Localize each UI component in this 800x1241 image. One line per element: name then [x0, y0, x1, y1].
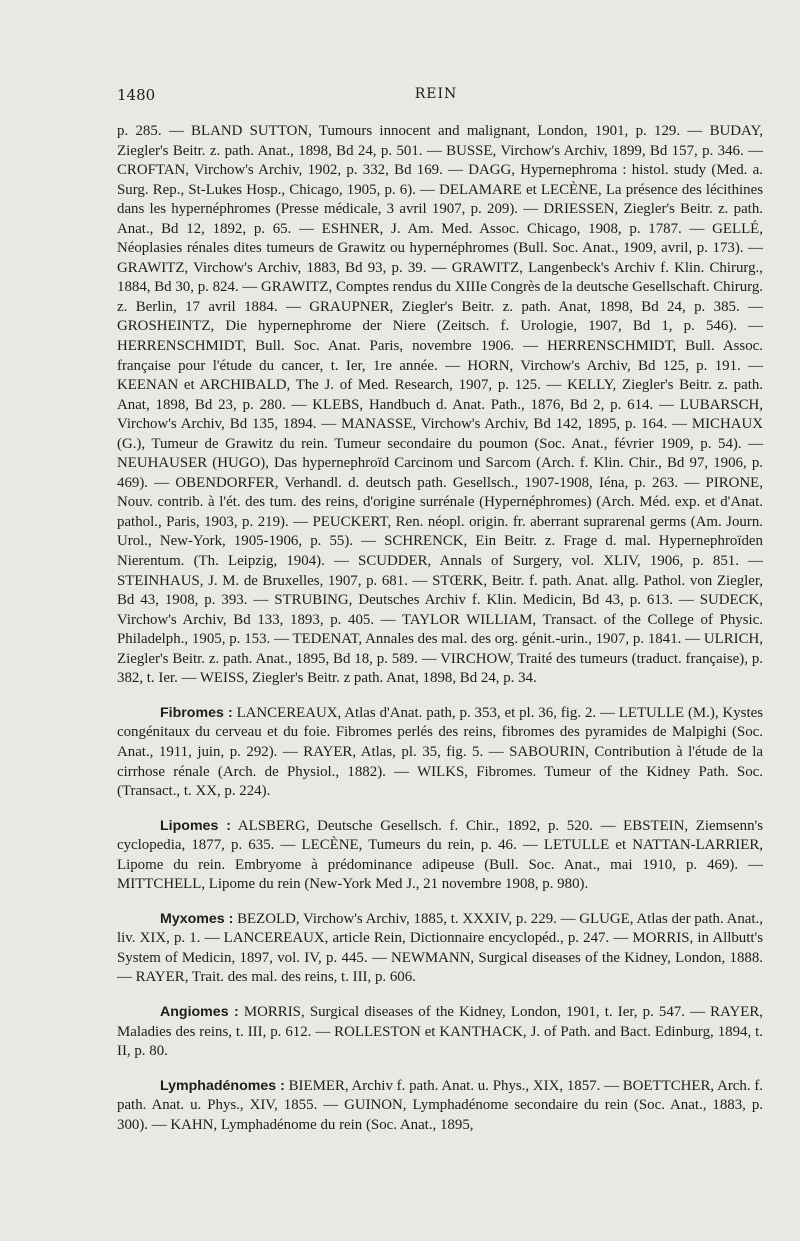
section-term: Lymphadénomes :: [160, 1077, 285, 1094]
bibliography-paragraph: [117, 704, 763, 802]
bibliography-paragraph: [117, 910, 763, 988]
running-head: REIN: [414, 86, 458, 102]
bibliography-paragraph: [117, 1077, 763, 1136]
section-term: Myxomes :: [160, 910, 234, 927]
page-header: [117, 86, 755, 110]
section-term: Angiomes :: [160, 1003, 239, 1020]
section-term: Fibromes :: [160, 704, 233, 721]
section-term: Lipomes :: [160, 817, 231, 834]
paragraph-text: LANCEREAUX, Atlas d'Anat. path, p. 353, et pl. 36, fig. 2. — LETULLE (M.), Kystes congénitaux du cerveau et du foie. Fibromes perlés des reins, fibromes des pyramides de Malpighi (Soc. Anat., 1911, juin, p. 292). — RAYER, Atlas, pl. 35, fig. 5. — SABOURIN, Contribution à l'étude de la cirrhose rénale (Arch. de Physiol., 1882). — WILKS, Fibromes. Tumeur of the Kidney Path. Soc. (Transact., t. XX, p. 224).: [117, 704, 763, 800]
page-number: 1480: [117, 86, 156, 104]
bibliography-paragraph: [117, 817, 763, 895]
bibliography-paragraph: [117, 122, 763, 689]
paragraph-text: p. 285. — BLAND SUTTON, Tumours innocent and malignant, London, 1901, p. 129. — BUDAY, Ziegler's Beitr. z. path. Anat., 1898, Bd 24, p. 501. — BUSSE, Virchow's Archiv, 1899, Bd 157, p. 346. — CROFTAN, Virchow's Archiv, 1902, p. 332, Bd 169. — DAGG, Hypernephroma : histol. study (Med. a. Surg. Rep., St-Lukes Hosp., Chicago, 1905, p. 6). — DELAMARE et LECÈNE, La présence des lécithines dans les hypernéphromes (Presse médicale, 3 avril 1907, p. 209). — DRIESSEN, Ziegler's Beitr. z. path. Anat., Bd 12, 1892, p. 65. — ESHNER, J. Am. Med. Assoc. Chicago, 1908, p. 1787. — GELLÉ, Néoplasies rénales dites tumeurs de Grawitz ou hypernéphromes (Bull. Soc. Anat., 1909, avril, p. 173). — GRAWITZ, Virchow's Archiv, 1883, Bd 93, p. 39. — GRAWITZ, Langenbeck's Archiv f. Klin. Chirurg., 1884, Bd 30, p. 824. — GRAWITZ, Comptes rendus du XIIIe Congrès de la deutsche Gesellschaft. Chirurg. z. Berlin, 17 avril 1884. — GRAUPNER, Ziegler's Beitr. z. path. Anat, 1898, Bd 24, p. 385. — GROSHEINTZ, Die hypernephrome der Niere (Zeitsch. f. Urologie, 1907, Bd 1, p. 546). — HERRENSCHMIDT, Bull. Soc. Anat. Paris, novembre 1906. — HERRENSCHMIDT, Bull. Assoc. française pour l'étude du cancer, t. Ier, 1re année. — HORN, Virchow's Archiv, Bd 125, p. 191. — KEENAN et ARCHIBALD, The J. of Med. Research, 1907, p. 125. — KELLY, Ziegler's Beitr. z. path. Anat, 1898, Bd 23, p. 280. — KLEBS, Handbuch d. Anat. Path., 1876, Bd 2, p. 614. — LUBARSCH, Virchow's Archiv, Bd 135, 1894. — MANASSE, Virchow's Archiv, Bd 142, 1895, p. 164. — MICHAUX (G.), Tumeur de Grawitz du rein. Tumeur secondaire du poumon (Soc. Anat., février 1909, p. 54). — NEUHAUSER (HUGO), Das hypernephroïd Carcinom und Sarcom (Arch. f. Klin. Chir., Bd 97, 1906, p. 469). — OBENDORFER, Verhandl. d. deutsch path. Gesellsch., 1907-1908, Iéna, p. 263. — PIRONE, Nouv. contrib. à l'ét. des tum. des reins, d'origine surrénale (Hypernéphromes) (Arch. Méd. exp. et d'Anat. pathol., Paris, 1903, p. 219). — PEUCKERT, Ren. néopl. origin. fr. aberrant suprarenal germs (Am. Journ. Urol., New-York, 1905-1906, p. 55). — SCHRENCK, Ein Beitr. z. Frage d. mal. Hypernephroïden Nierentum. (Th. Leipzig, 1904). — SCUDDER, Annals of Surgery, vol. XLIV, 1906, p. 851. — STEINHAUS, J. M. de Bruxelles, 1907, p. 681. — STŒRK, Beitr. f. path. Anat. allg. Pathol. von Ziegler, Bd 43, 1908, p. 393. — STRUBING, Deutsches Archiv f. Klin. Medicin, Bd 43, p. 613. — SUDECK, Virchow's Archiv, Bd 133, 1893, p. 405. — TAYLOR WILLIAM, Transact. of the College of Physic. Philadelph., 1905, p. 153. — TEDENAT, Annales des mal. des org. génit.-urin., 1907, p. 1841. — ULRICH, Ziegler's Beitr. z. path. Anat., 1895, Bd 18, p. 589. — VIRCHOW, Traité des tumeurs (traduct. française), p. 382, t. Ier. — WEISS, Ziegler's Beitr. z path. Anat, 1898, Bd 24, p. 34.: [117, 123, 763, 687]
paragraph-text: BIEMER, Archiv f. path. Anat. u. Phys., XIX, 1857. — BOETTCHER, Arch. f. path. Anat. u. Phys., XIV, 1855. — GUINON, Lymphadénome secondaire du rein (Soc. Anat., 1883, p. 300). — KAHN, Lymphadénome du rein (Soc. Anat., 1895,: [117, 1077, 763, 1133]
bibliography-body: [117, 122, 763, 1135]
paragraph-text: ALSBERG, Deutsche Gesellsch. f. Chir., 1892, p. 520. — EBSTEIN, Ziemsenn's cyclopedia, 1877, p. 635. — LECÈNE, Tumeurs du rein, p. 46. — LETULLE et NATTAN-LARRIER, Lipome du rein. Embryome à prédominance adipeuse (Bull. Soc. Anat., mai 1910, p. 469). — MITTCHELL, Lipome du rein (New-York Med J., 21 novembre 1908, p. 980).: [117, 817, 763, 893]
paragraph-text: MORRIS, Surgical diseases of the Kidney, London, 1901, t. Ier, p. 547. — RAYER, Maladies des reins, t. III, p. 612. — ROLLESTON et KANTHACK, J. of Path. and Bact. Edinburg, 1894, t. II, p. 80.: [117, 1003, 763, 1060]
paragraph-text: BEZOLD, Virchow's Archiv, 1885, t. XXXIV, p. 229. — GLUGE, Atlas der path. Anat., liv. XIX, p. 1. — LANCEREAUX, article Rein, Dictionnaire encyclopéd., p. 247. — MORRIS, in Allbutt's System of Medicin, 1897, vol. IV, p. 445. — NEWMANN, Surgical diseases of the Kidney, London, 1888. — RAYER, Trait. des mal. des reins, t. III, p. 606.: [117, 910, 763, 986]
bibliography-paragraph: [117, 1003, 763, 1062]
